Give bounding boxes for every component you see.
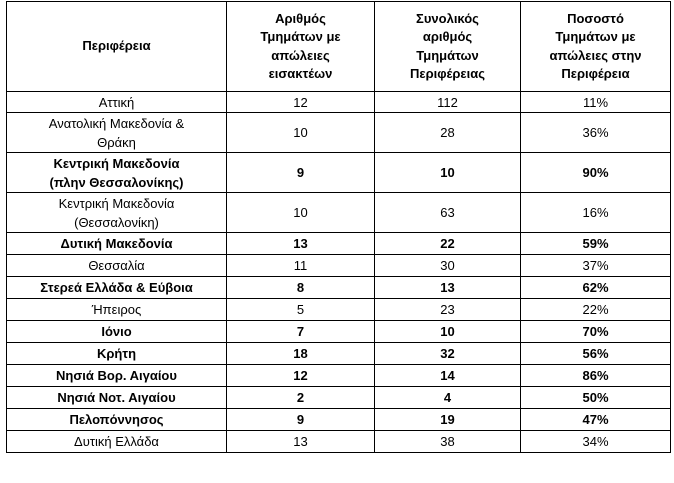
table-row bbox=[7, 153, 671, 193]
table-row bbox=[7, 277, 671, 299]
header-percent: Ποσοστό Τμημάτων με απώλειες στην Περιφέρεια bbox=[521, 2, 671, 92]
table-row bbox=[7, 233, 671, 255]
percent-cell: 50% bbox=[521, 387, 671, 409]
table-row bbox=[7, 343, 671, 365]
total-cell: 19 bbox=[375, 409, 521, 431]
total-cell: 10 bbox=[375, 153, 521, 193]
losses-cell: 10 bbox=[227, 113, 375, 153]
table-row bbox=[7, 409, 671, 431]
percent-cell: 47% bbox=[521, 409, 671, 431]
percent-cell: 86% bbox=[521, 365, 671, 387]
losses-cell: 13 bbox=[227, 233, 375, 255]
losses-cell: 13 bbox=[227, 431, 375, 453]
losses-cell: 8 bbox=[227, 277, 375, 299]
percent-cell: 11% bbox=[521, 92, 671, 113]
losses-cell: 10 bbox=[227, 193, 375, 233]
percent-cell: 56% bbox=[521, 343, 671, 365]
region-cell: Ιόνιο bbox=[7, 321, 227, 343]
losses-cell: 7 bbox=[227, 321, 375, 343]
regions-table bbox=[6, 1, 671, 453]
table-row bbox=[7, 299, 671, 321]
percent-cell: 90% bbox=[521, 153, 671, 193]
table-row bbox=[7, 193, 671, 233]
losses-cell: 12 bbox=[227, 92, 375, 113]
percent-cell: 34% bbox=[521, 431, 671, 453]
total-cell: 112 bbox=[375, 92, 521, 113]
region-cell: Ήπειρος bbox=[7, 299, 227, 321]
losses-cell: 11 bbox=[227, 255, 375, 277]
region-cell: Στερεά Ελλάδα & Εύβοια bbox=[7, 277, 227, 299]
total-cell: 4 bbox=[375, 387, 521, 409]
total-cell: 13 bbox=[375, 277, 521, 299]
region-cell: Αττική bbox=[7, 92, 227, 113]
region-cell: Κεντρική Μακεδονία (Θεσσαλονίκη) bbox=[7, 193, 227, 233]
table-row bbox=[7, 431, 671, 453]
losses-cell: 9 bbox=[227, 409, 375, 431]
total-cell: 28 bbox=[375, 113, 521, 153]
region-cell: Πελοπόννησος bbox=[7, 409, 227, 431]
total-cell: 14 bbox=[375, 365, 521, 387]
region-cell: Νησιά Νοτ. Αιγαίου bbox=[7, 387, 227, 409]
losses-cell: 9 bbox=[227, 153, 375, 193]
losses-cell: 2 bbox=[227, 387, 375, 409]
losses-cell: 5 bbox=[227, 299, 375, 321]
region-cell: Ανατολική Μακεδονία & Θράκη bbox=[7, 113, 227, 153]
region-cell: Νησιά Βορ. Αιγαίου bbox=[7, 365, 227, 387]
table-row bbox=[7, 387, 671, 409]
percent-cell: 37% bbox=[521, 255, 671, 277]
header-row bbox=[7, 2, 671, 92]
total-cell: 63 bbox=[375, 193, 521, 233]
region-cell: Δυτική Μακεδονία bbox=[7, 233, 227, 255]
header-total: Συνολικός αριθμός Τμημάτων Περιφέρειας bbox=[375, 2, 521, 92]
table-row bbox=[7, 255, 671, 277]
percent-cell: 36% bbox=[521, 113, 671, 153]
region-cell: Κεντρική Μακεδονία (πλην Θεσσαλονίκης) bbox=[7, 153, 227, 193]
table-body bbox=[7, 92, 671, 453]
table-row bbox=[7, 365, 671, 387]
region-cell: Κρήτη bbox=[7, 343, 227, 365]
total-cell: 10 bbox=[375, 321, 521, 343]
total-cell: 30 bbox=[375, 255, 521, 277]
total-cell: 22 bbox=[375, 233, 521, 255]
table-row bbox=[7, 321, 671, 343]
percent-cell: 22% bbox=[521, 299, 671, 321]
percent-cell: 62% bbox=[521, 277, 671, 299]
total-cell: 23 bbox=[375, 299, 521, 321]
header-region: Περιφέρεια bbox=[7, 2, 227, 92]
header-losses: Αριθμός Τμημάτων με απώλειες εισακτέων bbox=[227, 2, 375, 92]
total-cell: 32 bbox=[375, 343, 521, 365]
table-row bbox=[7, 92, 671, 113]
region-cell: Δυτική Ελλάδα bbox=[7, 431, 227, 453]
region-cell: Θεσσαλία bbox=[7, 255, 227, 277]
percent-cell: 70% bbox=[521, 321, 671, 343]
table-row bbox=[7, 113, 671, 153]
total-cell: 38 bbox=[375, 431, 521, 453]
losses-cell: 12 bbox=[227, 365, 375, 387]
percent-cell: 16% bbox=[521, 193, 671, 233]
losses-cell: 18 bbox=[227, 343, 375, 365]
percent-cell: 59% bbox=[521, 233, 671, 255]
